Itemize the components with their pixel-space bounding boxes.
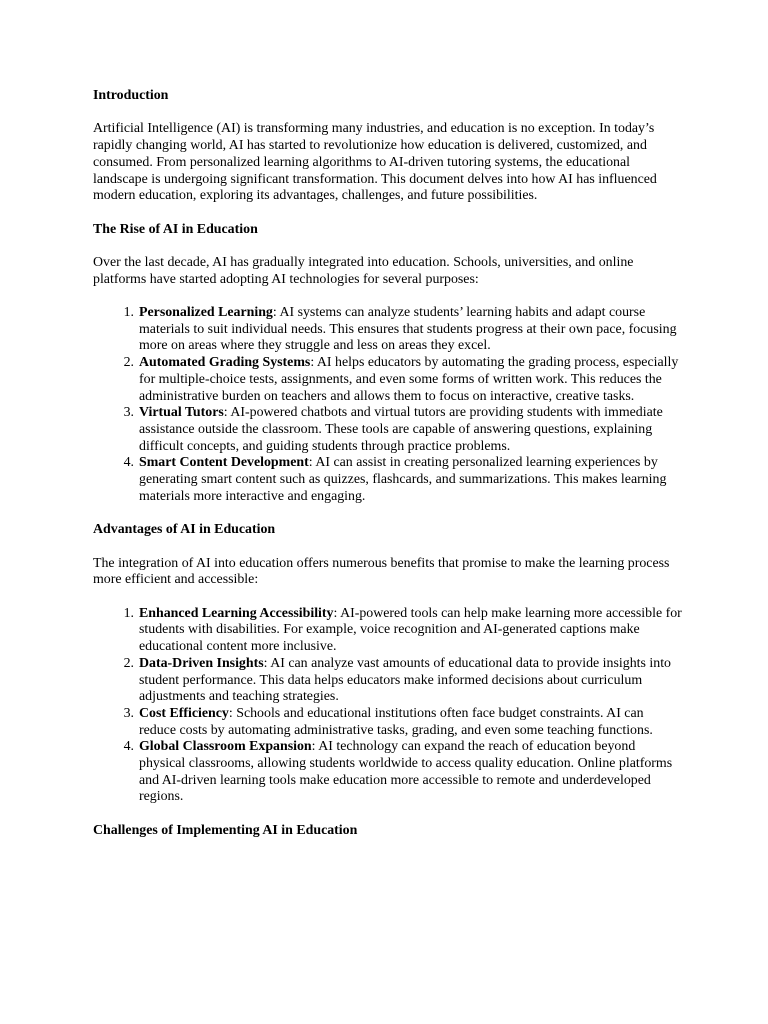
advantages-heading: Advantages of AI in Education xyxy=(93,522,276,538)
list-item xyxy=(123,705,683,739)
list-term: Enhanced Learning Accessibility xyxy=(139,605,334,621)
intro-paragraph: Artificial Intelligence (AI) is transforming many industries, and education is no exception. In today’s rapidly changing world, AI has started to revolutionize how education is delivered, customized, and consumed. From personalized learning algorithms to AI-driven tutoring systems, the educational landscape is undergoing significant transformation. This document delves into how AI has influenced modern education, exploring its advantages, challenges, and future possibilities. xyxy=(93,121,657,204)
list-text: : AI-powered tools can help make learning more accessible for students with disabilities. For example, voice recognition and AI-generated captions make educational content more inclusive. xyxy=(139,605,682,655)
list-number: 4. xyxy=(123,739,134,755)
list-number: 2. xyxy=(123,655,134,671)
list-term: Automated Grading Systems xyxy=(139,355,311,371)
list-text: : AI helps educators by automating the grading process, especially for multiple-choice tests, assignments, and even some forms of written work. This reduces the administrative burden on teachers and allows them to focus on interactive, creative tasks. xyxy=(139,355,679,404)
list-text: : AI can assist in creating personalized learning experiences by generating smart content such as quizzes, flashcards, and summarizations. This makes learning materials more interactive and engaging. xyxy=(139,455,667,504)
list-text: : Schools and educational institutions often face budget constraints. AI can reduce costs by automating administrative tasks, grading, and even some teaching functions. xyxy=(139,705,653,738)
list-item xyxy=(123,405,683,455)
list-text: : AI can analyze vast amounts of educational data to provide insights into student performance. This data helps educators make informed decisions about curriculum adjustments and teaching strategies. xyxy=(139,655,671,705)
list-number: 4. xyxy=(123,455,134,471)
list-term: Smart Content Development xyxy=(139,455,309,471)
rise-list xyxy=(93,305,683,505)
rise-heading: The Rise of AI in Education xyxy=(93,221,258,237)
advantages-list xyxy=(93,606,683,806)
list-number: 1. xyxy=(123,605,134,621)
list-text: : AI-powered chatbots and virtual tutors are providing students with immediate assistance outside the classroom. These tools are capable of answering questions, explaining difficult concepts, and guiding students through practice problems. xyxy=(139,405,663,454)
list-term: Global Classroom Expansion xyxy=(139,739,312,755)
list-term: Data-Driven Insights xyxy=(139,655,264,671)
intro-heading: Introduction xyxy=(93,88,169,103)
list-item xyxy=(123,655,683,706)
rise-paragraph: Over the last decade, AI has gradually integrated into education. Schools, universities, and online platforms have started adopting AI technologies for several purposes: xyxy=(93,254,634,287)
list-term: Virtual Tutors xyxy=(139,405,224,421)
list-number: 3. xyxy=(123,705,134,721)
list-item xyxy=(123,605,683,656)
list-item xyxy=(123,739,683,806)
list-text: : AI systems can analyze students’ learning habits and adapt course materials to suit individual needs. This ensures that students progress at their own pace, focusing more on areas where they struggle and less on areas they excel. xyxy=(139,305,677,354)
challenges-heading: Challenges of Implementing AI in Education xyxy=(93,822,358,838)
list-text: : AI technology can expand the reach of education beyond physical classrooms, allowing students worldwide to access quality education. Online platforms and AI-driven learning tools make education more accessible to remote and underdeveloped regions. xyxy=(139,739,673,805)
list-term: Personalized Learning xyxy=(139,305,273,321)
list-number: 2. xyxy=(123,355,134,371)
document-page xyxy=(93,88,683,840)
list-item xyxy=(123,305,683,355)
advantages-paragraph: The integration of AI into education offers numerous benefits that promise to make the learning process more efficient and accessible: xyxy=(93,555,670,588)
list-number: 3. xyxy=(123,405,134,421)
list-item xyxy=(123,355,683,405)
list-term: Cost Efficiency xyxy=(139,705,229,721)
list-item xyxy=(123,455,683,505)
list-number: 1. xyxy=(123,305,134,321)
